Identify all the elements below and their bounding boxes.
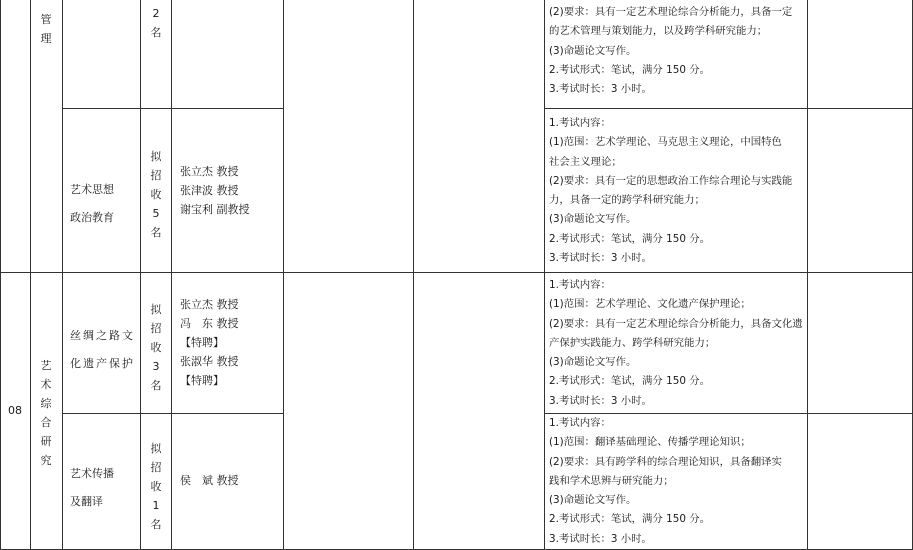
- requirement-line: 3.考试时长：3 小时。: [549, 83, 652, 96]
- requirement-line: (1)范围：艺术学理论、马克思主义理论，中国特色: [549, 136, 782, 149]
- requirement-line: 的艺术管理与策划能力，以及跨学科研究能力；: [549, 25, 768, 38]
- supervisor: 张立杰 教授: [180, 298, 239, 311]
- supervisor-note: 【特聘】: [180, 336, 224, 349]
- requirement-line: (3)命题论文写作。: [549, 356, 637, 369]
- grid-line: [62, 413, 283, 414]
- direction-line: 及翻译: [70, 495, 103, 508]
- supervisor-note: 【特聘】: [180, 374, 224, 387]
- supervisor: 谢宝利 副教授: [180, 203, 250, 216]
- requirements: [549, 276, 805, 411]
- requirement-line: (1)范围：翻译基础理论、传播学理论知识；: [549, 436, 751, 449]
- requirement-line: 践和学术思辨与研究能力；: [549, 474, 674, 487]
- requirement-line: (2)要求：具有一定的思想政治工作综合理论与实践能: [549, 174, 793, 187]
- supervisor: 张淑华 教授: [180, 355, 239, 368]
- requirement-line: 2.考试形式：笔试，满分 150 分。: [549, 513, 711, 526]
- requirement-line: (2)要求：具有跨学科的综合理论知识，具备翻译实: [549, 455, 782, 468]
- supervisors: [180, 295, 239, 390]
- grid-line: [62, 0, 63, 550]
- research-direction: [70, 322, 135, 378]
- requirement-line: (2)要求：具有一定艺术理论综合分析能力，具备文化遗: [549, 317, 803, 330]
- supervisor: 侯 斌 教授: [180, 474, 239, 487]
- quota: 拟招收5名: [150, 150, 162, 239]
- college-code: 08: [8, 404, 22, 417]
- grid-line: [62, 108, 283, 109]
- grid-line: [283, 0, 284, 550]
- supervisor: 张津波 教授: [180, 184, 239, 197]
- requirement-line: 1.考试内容：: [549, 417, 611, 429]
- supervisor: 冯 东 教授: [180, 317, 239, 330]
- direction-line: 政治教育: [70, 211, 114, 224]
- college-name: 管理: [40, 13, 52, 45]
- grid-line: [807, 0, 808, 550]
- research-direction: [70, 176, 114, 232]
- grid-line: [544, 108, 912, 109]
- grid-line: [140, 0, 141, 550]
- grid-line: [30, 0, 31, 550]
- research-direction: [70, 460, 114, 516]
- grid-line: [0, 272, 913, 273]
- supervisors: [180, 162, 250, 219]
- grid-line: [0, 0, 1, 550]
- requirement-line: (3)命题论文写作。: [549, 44, 637, 57]
- requirement-line: 3.考试时长：3 小时。: [549, 252, 652, 265]
- requirement-line: 3.考试时长：3 小时。: [549, 394, 652, 407]
- grid-line: [171, 0, 172, 550]
- requirement-line: 1.考试内容：: [549, 279, 611, 291]
- direction-line: 丝绸之路文: [70, 329, 135, 342]
- grid-line: [413, 0, 414, 550]
- direction-line: 艺术思想: [70, 183, 114, 196]
- requirement-line: 力，具备一定的跨学科研究能力；: [549, 194, 705, 207]
- direction-line: 化遗产保护: [70, 357, 135, 370]
- quota: 2名: [150, 7, 162, 39]
- supervisors: [180, 471, 239, 490]
- requirement-line: (1)范围：艺术学理论、文化遗产保护理论；: [549, 298, 751, 311]
- requirement-line: 2.考试形式：笔试，满分 150 分。: [549, 375, 711, 388]
- direction-line: 艺术传播: [70, 467, 114, 480]
- requirement-line: 社会主义理论；: [549, 155, 622, 168]
- requirement-line: 3.考试时长：3 小时。: [549, 532, 652, 545]
- requirement-line: 2.考试形式：笔试，满分 150 分。: [549, 63, 711, 76]
- requirements: [549, 114, 805, 268]
- requirement-line: 1.考试内容：: [549, 117, 611, 129]
- grid-line: [544, 0, 545, 550]
- requirements: [549, 414, 805, 549]
- quota: 拟招收1名: [150, 442, 162, 531]
- quota: 拟招收3名: [150, 303, 162, 392]
- requirement-line: 2.考试形式：笔试，满分 150 分。: [549, 232, 711, 245]
- requirement-line: (3)命题论文写作。: [549, 213, 637, 226]
- college-name: 艺术综合研究: [40, 359, 52, 467]
- supervisor: 张立杰 教授: [180, 165, 239, 178]
- requirement-line: 产保护实践能力、跨学科研究能力；: [549, 336, 716, 349]
- requirement-line: (2)要求：具有一定艺术理论综合分析能力，具备一定: [549, 6, 793, 18]
- requirements: [549, 3, 805, 99]
- requirement-line: (3)命题论文写作。: [549, 494, 637, 507]
